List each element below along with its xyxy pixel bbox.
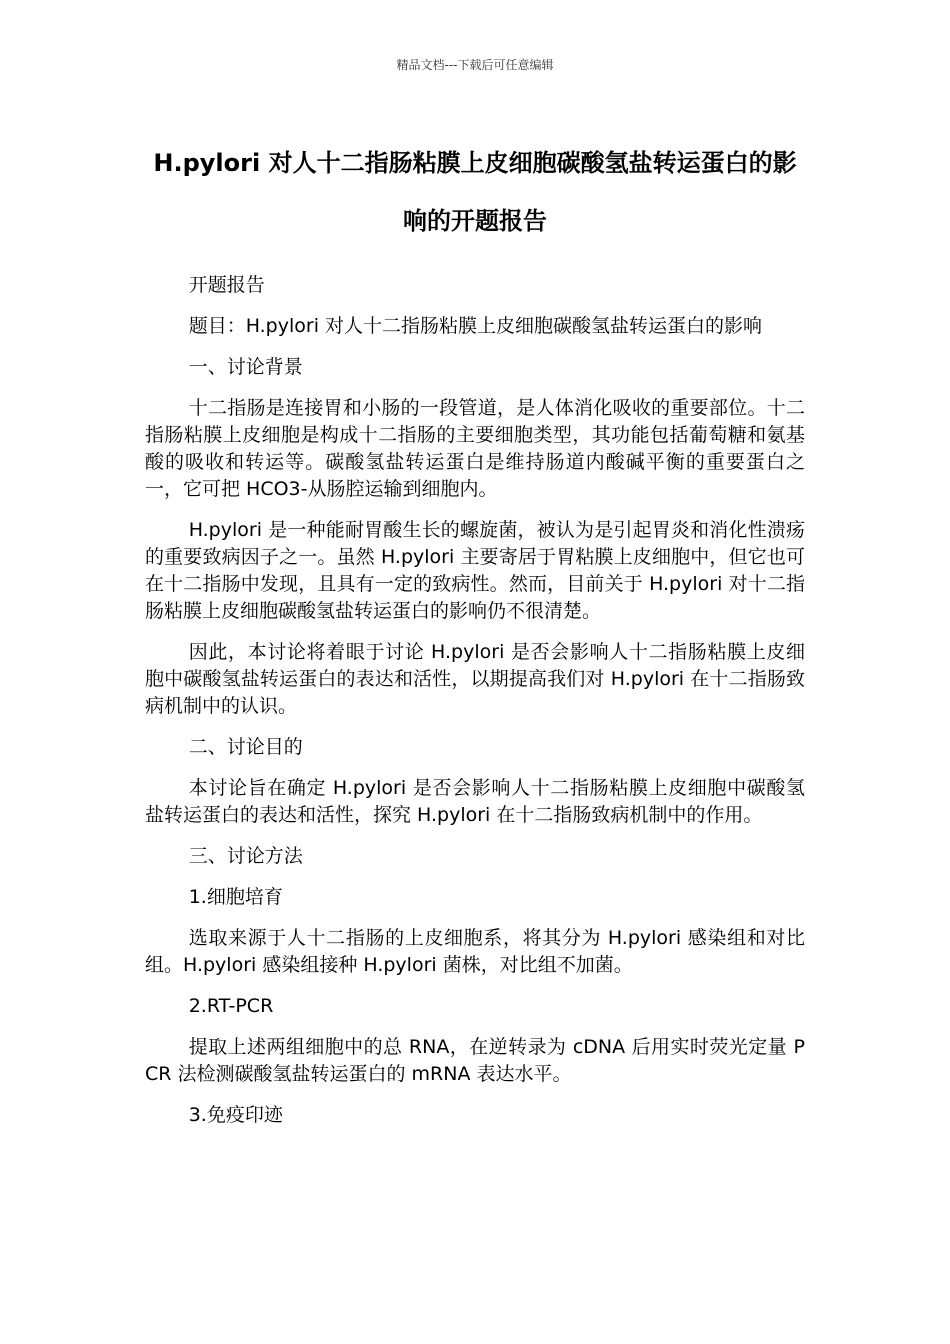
section-heading: 一、讨论背景	[188, 356, 303, 378]
paragraph: 本讨论旨在确定 H.pylori 是否会影响人十二指肠粘膜上皮细胞中碳酸氢盐转运蛋白的表达和活性，探究 H.pylori 在十二指肠致病机制中的作用。	[145, 777, 805, 826]
section-heading: 三、讨论方法	[188, 845, 303, 867]
subsection-heading: 3.免疫印迹	[188, 1104, 283, 1126]
document-body	[145, 272, 805, 1143]
paragraph: 选取来源于人十二指肠的上皮细胞系，将其分为 H.pylori 感染组和对比组。H.pylori 感染组接种 H.pylori 菌株，对比组不加菌。	[145, 927, 805, 976]
paragraph: 开题报告	[188, 274, 265, 296]
subsection-heading: 2.RT-PCR	[188, 995, 274, 1017]
paragraph: 提取上述两组细胞中的总 RNA，在逆转录为 cDNA 后用实时荧光定量 PCR 法检测碳酸氢盐转运蛋白的 mRNA 表达水平。	[145, 1036, 805, 1085]
section-heading: 二、讨论目的	[188, 736, 303, 758]
header-note: 精品文档---下载后可任意编辑	[396, 58, 554, 72]
paragraph: 十二指肠是连接胃和小肠的一段管道，是人体消化吸收的重要部位。十二指肠粘膜上皮细胞是构成十二指肠的主要细胞类型，其功能包括葡萄糖和氨基酸的吸收和转运等。碳酸氢盐转运蛋白是维持肠道内酸碱平衡的重要蛋白之一，它可把 HCO3-从肠腔运输到细胞内。	[145, 397, 805, 500]
paragraph: H.pylori 是一种能耐胃酸生长的螺旋菌，被认为是引起胃炎和消化性溃疡的重要致病因子之一。虽然 H.pylori 主要寄居于胃粘膜上皮细胞中，但它也可在十二指肠中发现，且具有一定的致病性。然而，目前关于 H.pylori 对十二指肠粘膜上皮细胞碳酸氢盐转运蛋白的影响仍不很清楚。	[145, 519, 805, 622]
paragraph: 因此，本讨论将着眼于讨论 H.pylori 是否会影响人十二指肠粘膜上皮细胞中碳酸氢盐转运蛋白的表达和活性，以期提高我们对 H.pylori 在十二指肠致病机制中的认识。	[145, 641, 805, 717]
subsection-heading: 1.细胞培育	[188, 886, 283, 908]
paragraph: 题目：H.pylori 对人十二指肠粘膜上皮细胞碳酸氢盐转运蛋白的影响	[188, 315, 763, 337]
document-title: H.pylori 对人十二指肠粘膜上皮细胞碳酸氢盐转运蛋白的影响的开题报告	[153, 149, 797, 235]
